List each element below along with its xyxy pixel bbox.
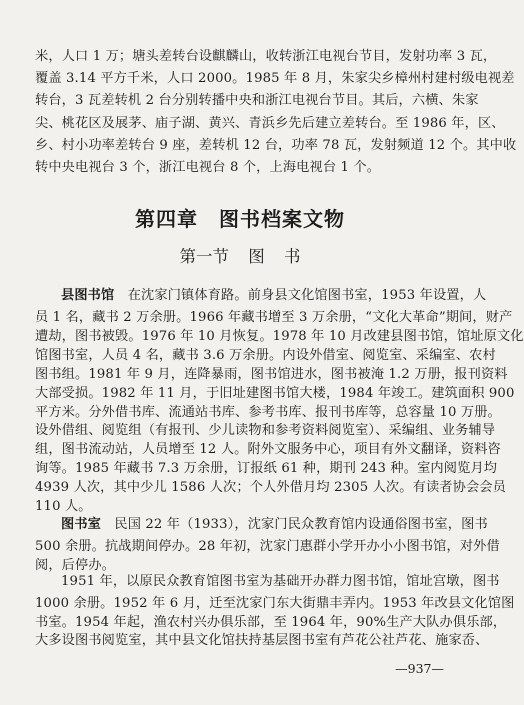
entry-reading-room-first-text: 民国 22 年（1933），沈家门民众教育馆内设通俗图书室，图书 [101,517,488,532]
entry-library-line: 员 1 名，藏书 2 万余册。1966 年藏书增至 3 万余册，“文化大革命”期间，财产 [35,310,513,325]
entry-library-line: 平方米。分外借书库、流通站书库、参考书库、报刊书库等，总容量 10 万册。 [35,404,501,420]
intro-line: 覆盖 3.14 平方千米，人口 2000。1985 年 8 月，朱家尖乡樟州村建村级电视差 [35,71,515,87]
entry-library-first-line [61,288,487,304]
paragraph-1951-line: 1000 余册。1952 年 6 月，迁至沈家门东大街鼎丰弄内。1953 年改县文化馆图 [35,596,515,611]
entry-library-line: 110 人。 [35,499,92,514]
section-title: 第一节 图 书 [179,247,301,266]
intro-line: 转台，3 瓦差转机 2 台分别转播中央和浙江电视台节目。其后，六横、朱家 [35,93,479,109]
paragraph-1951-line: 书室。1954 年起，渔农村兴办俱乐部，至 1964 年，90%生产大队办俱乐部， [35,614,507,630]
entry-library-line: 询等。1985 年藏书 7.3 万余册，订报纸 61 种，期刊 243 种。室内阅览月均 [35,461,498,477]
intro-line: 转中央电视台 3 个，浙江电视台 8 个，上海电视台 1 个。 [35,160,381,175]
entry-reading-room-line: 500 余册。抗战期间停办。28 年初，沈家门惠群小学开办小小图书馆，对外借 [35,539,500,554]
entry-library-line: 设外借组、阅览组（有报刊、少儿读物和参考资料阅览室）、采编组、业务辅导 [35,423,496,439]
entry-library-line: 4939 人次，其中少儿 1586 人次；个人外借月均 2305 人次。有读者协会会员 [35,480,506,496]
paragraph-1951-first-line: 1951 年，以原民众教育馆图书室为基础开办群力图书馆，馆址宫墩，图书 [61,574,500,589]
intro-line: 乡、村小功率差转台 9 座，差转机 12 台，功率 78 瓦，发射频道 12 个。其中收 [35,137,517,153]
entry-library-first-text: 在沈家门镇体育路。前身县文化馆图书室，1953 年设置，人 [114,288,487,303]
paragraph-1951-line: 大多设图书阅览室，其中县文化馆扶持基层图书室有芦花公社芦花、施家岙、 [35,633,489,648]
entry-library-line: 大部受损。1982 年 11 月，于旧址建图书馆大楼，1984 年竣工。建筑面积 900 [35,385,515,401]
entry-reading-room-heading: 图书室 [61,517,102,532]
entry-library-line: 图书组。1981 年 9 月，连降暴雨，图书馆进水，图书被淹 1.2 万册，报刊资料 [35,366,508,382]
page-number: —937— [395,661,444,676]
entry-library-line: 遭劫，图书被毁。1976 年 10 月恢复。1978 年 10 月改建县图书馆，馆址原文化 [35,328,524,344]
entry-library-heading: 县图书馆 [61,288,115,303]
entry-library-line: 组，图书流动站，人员增至 12 人。附外文服务中心，项目有外文翻译，资料咨 [35,442,501,458]
chapter-title: 第四章 图书档案文物 [135,207,345,231]
entry-library-line: 馆图书室，人员 4 名，藏书 3.6 万余册。内设外借室、阅览室、采编室、农村 [35,347,496,363]
entry-reading-room-line: 阅，后停办。 [35,557,116,573]
entry-reading-room-first-line [61,517,488,533]
intro-line: 米，人口 1 万；塘头差转台设麒麟山，收转浙江电视台节目，发射功率 3 瓦， [35,49,497,64]
intro-line: 尖、桃花区及展茅、庙子湖、黄兴、青浜乡先后建立差转台。至 1986 年，区、 [35,115,505,131]
